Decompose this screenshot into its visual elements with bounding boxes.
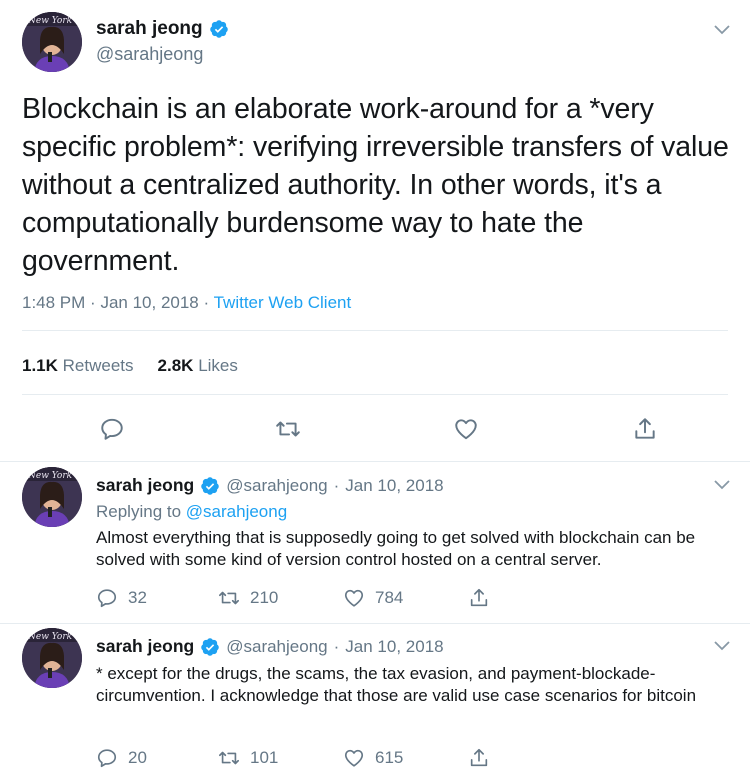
share-button[interactable] — [468, 587, 490, 609]
tweet-stats — [22, 356, 238, 376]
tweet-actions — [96, 587, 596, 611]
chevron-down-icon[interactable] — [713, 640, 731, 652]
divider — [22, 394, 728, 395]
retweet-button[interactable] — [218, 747, 278, 769]
share-button[interactable] — [468, 747, 490, 769]
reply-count: 20 — [128, 748, 147, 767]
tweet-text: Almost everything that is supposedly going to get solved with blockchain can be solved with some kind of version control hosted on a central server. — [96, 528, 696, 569]
reply-icon[interactable] — [99, 416, 125, 442]
divider — [22, 330, 728, 331]
retweets-stat[interactable] — [22, 356, 134, 376]
tweet-text: Blockchain is an elaborate work-around for a *very specific problem*: verifying irreversible transfers of value without a centralized authority. In other words, it's a computationally burdensome way to hate the government. — [22, 93, 729, 277]
reply-button[interactable] — [96, 747, 147, 769]
meta-separator: · — [90, 293, 96, 312]
author-name[interactable] — [96, 18, 229, 40]
avatar[interactable] — [22, 467, 82, 527]
svg-text:New York: New York — [28, 16, 73, 26]
likes-stat[interactable] — [158, 356, 238, 376]
avatar[interactable] — [22, 12, 82, 72]
avatar[interactable] — [22, 628, 82, 688]
likes-label: Likes — [198, 356, 238, 375]
like-count: 784 — [375, 588, 404, 607]
retweet-icon[interactable] — [275, 416, 301, 442]
reply-button[interactable] — [96, 587, 147, 609]
author-handle[interactable]: @sarahjeong — [226, 475, 328, 495]
meta-separator: · — [333, 636, 340, 656]
verified-badge-icon — [200, 637, 220, 657]
like-icon[interactable] — [453, 416, 479, 442]
author-handle[interactable]: @sarahjeong — [96, 44, 204, 64]
like-icon — [343, 747, 365, 769]
divider — [0, 461, 750, 462]
author-name-text[interactable]: sarah jeong — [96, 18, 203, 39]
like-icon — [343, 587, 365, 609]
divider — [0, 623, 750, 624]
tweet-actions — [96, 747, 596, 771]
retweet-icon — [218, 747, 240, 769]
author-handle[interactable]: @sarahjeong — [226, 636, 328, 656]
author-name-text[interactable]: sarah jeong — [96, 475, 195, 495]
verified-badge-icon — [200, 476, 220, 496]
like-button[interactable] — [343, 587, 403, 609]
reply-icon — [96, 587, 118, 609]
tweet-time[interactable]: 1:48 PM — [22, 293, 86, 312]
reply-header — [96, 636, 444, 657]
tweet-date[interactable]: Jan 10, 2018 — [345, 475, 444, 495]
replying-label: Replying to — [96, 502, 182, 521]
replying-to — [96, 502, 287, 522]
verified-badge-icon — [209, 19, 229, 39]
share-icon[interactable] — [632, 416, 658, 442]
like-count: 615 — [375, 748, 404, 767]
tweet-meta — [22, 293, 351, 313]
tweet-date[interactable]: Jan 10, 2018 — [345, 636, 444, 656]
tweet-client-link[interactable]: Twitter Web Client — [213, 293, 352, 312]
svg-text:New York: New York — [28, 632, 73, 642]
tweet-actions — [0, 414, 750, 444]
replying-to-link[interactable]: @sarahjeong — [185, 502, 288, 521]
meta-separator: · — [203, 293, 210, 312]
retweets-count: 1.1K — [22, 356, 58, 375]
retweets-label: Retweets — [62, 356, 134, 375]
share-icon — [468, 587, 490, 609]
like-button[interactable] — [343, 747, 403, 769]
reply-header — [96, 475, 444, 496]
retweet-count: 101 — [250, 748, 279, 767]
retweet-button[interactable] — [218, 587, 278, 609]
reply-count: 32 — [128, 588, 147, 607]
share-icon — [468, 747, 490, 769]
retweet-count: 210 — [250, 588, 279, 607]
author-name-text[interactable]: sarah jeong — [96, 636, 195, 656]
chevron-down-icon[interactable] — [713, 479, 731, 491]
svg-text:New York: New York — [28, 471, 73, 481]
chevron-down-icon[interactable] — [713, 24, 731, 36]
meta-separator: · — [333, 475, 340, 495]
likes-count: 2.8K — [157, 356, 194, 375]
reply-icon — [96, 747, 118, 769]
tweet-text: * except for the drugs, the scams, the tax evasion, and payment-blockade-circumvention. I acknowledge that those are valid use case scenarios for bitcoin — [96, 664, 697, 705]
retweet-icon — [218, 587, 240, 609]
tweet-date[interactable]: Jan 10, 2018 — [100, 293, 199, 312]
